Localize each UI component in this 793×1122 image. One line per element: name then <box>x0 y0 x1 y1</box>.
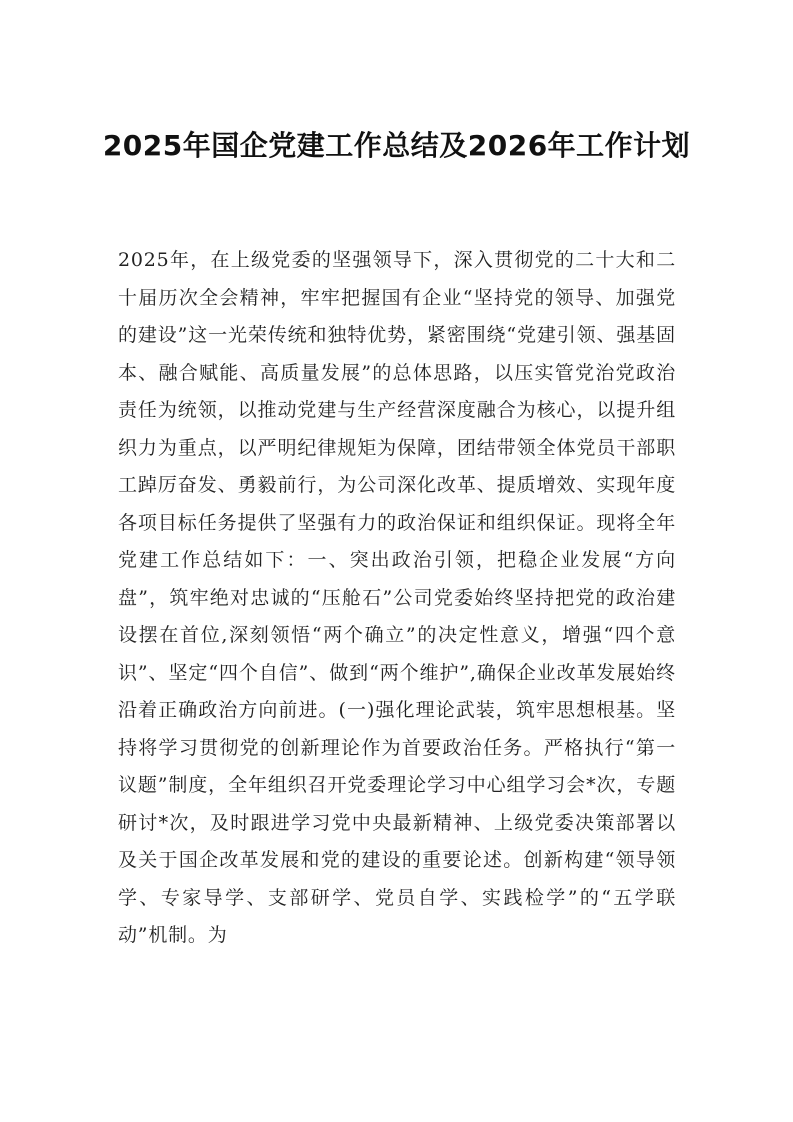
document-title: 2025年国企党建工作总结及2026年工作计划 <box>102 129 691 162</box>
document-body-paragraph: 2025年，在上级党委的坚强领导下，深入贯彻党的二十大和二十届历次全会精神，牢牢把握国有企业“坚持党的领导、加强党的建设”这一光荣传统和独特优势，紧密围绕“党建引领、强基固本、融合赋能、高质量发展”的总体思路，以压实管党治党政治责任为统领，以推动党建与生产经营深度融合为核心，以提升组织力为重点，以严明纪律规矩为保障，团结带领全体党员干部职工踔厉奋发、勇毅前行，为公司深化改革、提质增效、实现年度各项目标任务提供了坚强有力的政治保证和组织保证。现将全年党建工作总结如下：一、突出政治引领，把稳企业发展“方向盘”，筑牢绝对忠诚的“压舱石”公司党委始终坚持把党的政治建设摆在首位,深刻领悟“两个确立”的决定性意义，增强“四个意识”、坚定“四个自信”、做到“两个维护”,确保企业改革发展始终沿着正确政治方向前进。(一)强化理论武装，筑牢思想根基。坚持将学习贯彻党的创新理论作为首要政治任务。严格执行“第一议题”制度，全年组织召开党委理论学习中心组学习会*次，专题研讨*次，及时跟进学习党中央最新精神、上级党委决策部署以及关于国企改革发展和党的建设的重要论述。创新构建“领导领学、专家导学、支部研学、党员自学、实践检学”的“五学联动”机制。为 <box>118 249 676 946</box>
